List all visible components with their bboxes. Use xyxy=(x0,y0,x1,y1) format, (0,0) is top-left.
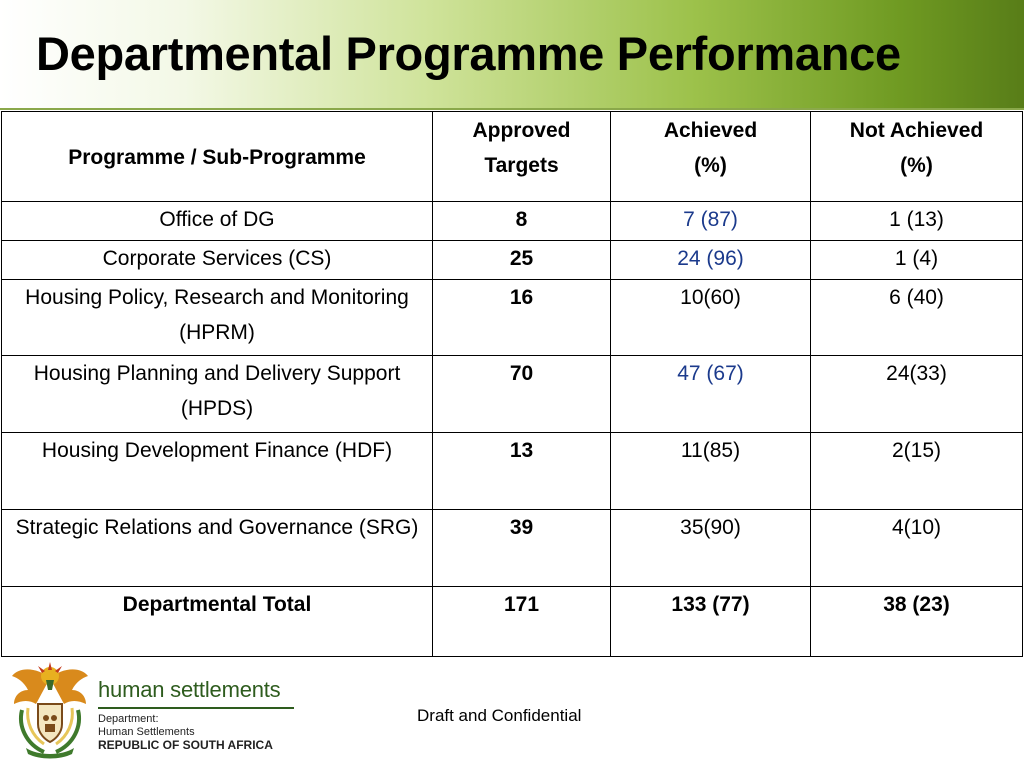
header-achieved-line1: Achieved xyxy=(663,119,758,142)
header-not-achieved-line2: (%) xyxy=(900,154,933,177)
brand-divider xyxy=(98,707,294,709)
table-row xyxy=(2,241,1023,280)
approved-cell: 16 xyxy=(433,280,611,356)
coat-of-arms-icon xyxy=(8,660,92,760)
department-name: Human Settlements xyxy=(98,726,195,738)
header-not-achieved xyxy=(811,112,1023,202)
not-achieved-cell: 4(10) xyxy=(811,510,1023,587)
total-achieved-cell: 133 (77) xyxy=(611,587,811,657)
header-not-achieved-line1: Not Achieved xyxy=(849,119,984,142)
achieved-cell: 24 (96) xyxy=(611,241,811,280)
programme-cell: Housing Planning and Delivery Support (HPDS) xyxy=(2,356,433,433)
achieved-cell: 47 (67) xyxy=(611,356,811,433)
header-approved-line1: Approved xyxy=(472,119,571,142)
not-achieved-cell: 2(15) xyxy=(811,433,1023,510)
not-achieved-cell: 1 (13) xyxy=(811,202,1023,241)
header-achieved xyxy=(611,112,811,202)
table-total-row xyxy=(2,587,1023,657)
table-row xyxy=(2,356,1023,433)
header-approved-targets xyxy=(433,112,611,202)
table-row xyxy=(2,510,1023,587)
achieved-cell: 35(90) xyxy=(611,510,811,587)
achieved-cell: 11(85) xyxy=(611,433,811,510)
programme-cell: Strategic Relations and Governance (SRG) xyxy=(2,510,433,587)
not-achieved-cell: 6 (40) xyxy=(811,280,1023,356)
header-approved-line2: Targets xyxy=(484,154,559,177)
approved-cell: 13 xyxy=(433,433,611,510)
programme-cell: Housing Development Finance (HDF) xyxy=(2,433,433,510)
table-header-row xyxy=(2,112,1023,202)
table-row xyxy=(2,433,1023,510)
programme-cell: Corporate Services (CS) xyxy=(2,241,433,280)
total-not-achieved-cell: 38 (23) xyxy=(811,587,1023,657)
performance-table xyxy=(1,111,1023,657)
total-programme-cell: Departmental Total xyxy=(2,587,433,657)
approved-cell: 8 xyxy=(433,202,611,241)
approved-cell: 25 xyxy=(433,241,611,280)
total-approved-cell: 171 xyxy=(433,587,611,657)
brand-name: human settlements xyxy=(98,677,281,702)
brand-block xyxy=(98,677,294,752)
not-achieved-cell: 1 (4) xyxy=(811,241,1023,280)
country-name: REPUBLIC OF SOUTH AFRICA xyxy=(98,738,273,752)
header-programme: Programme / Sub-Programme xyxy=(2,112,433,202)
achieved-cell: 10(60) xyxy=(611,280,811,356)
programme-cell: Office of DG xyxy=(2,202,433,241)
header-achieved-line2: (%) xyxy=(694,154,727,177)
programme-cell: Housing Policy, Research and Monitoring (HPRM) xyxy=(2,280,433,356)
not-achieved-cell: 24(33) xyxy=(811,356,1023,433)
approved-cell: 39 xyxy=(433,510,611,587)
table-row xyxy=(2,280,1023,356)
title-bar xyxy=(0,0,1024,110)
department-label: Department: xyxy=(98,713,159,725)
achieved-cell: 7 (87) xyxy=(611,202,811,241)
page-title: Departmental Programme Performance xyxy=(36,27,901,80)
approved-cell: 70 xyxy=(433,356,611,433)
table-row xyxy=(2,202,1023,241)
confidential-note: Draft and Confidential xyxy=(417,706,582,725)
